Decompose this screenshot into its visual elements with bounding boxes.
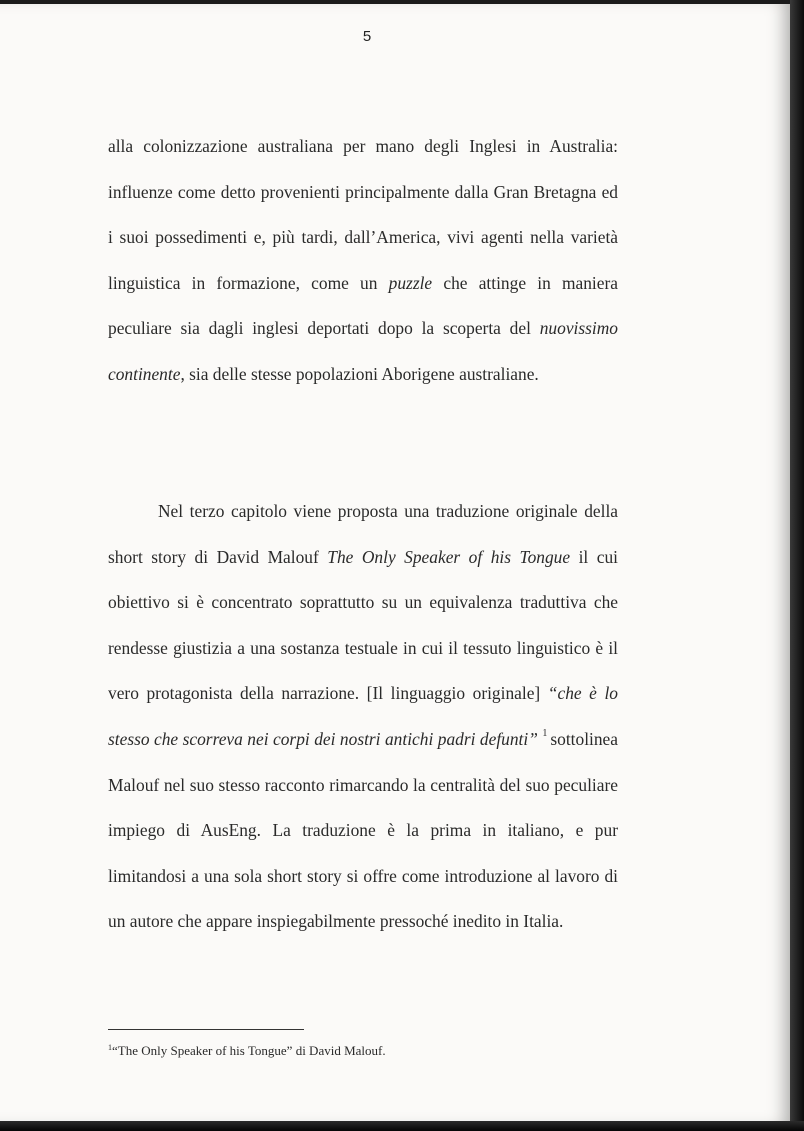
- scan-edge-right: [790, 0, 804, 1131]
- paragraph-1-italic-continent: nuovissimo continente: [108, 318, 618, 384]
- paragraph-2: [108, 489, 618, 945]
- scan-edge-bottom: [0, 1121, 804, 1131]
- paragraph-1-text-b: che attinge in maniera peculiare sia dagli inglesi deportati dopo la scoperta del: [108, 272, 618, 339]
- footnote-text: “The Only Speaker of his Tongue” di David Malouf.: [112, 1043, 386, 1058]
- paragraph-1-text-c: , sia delle stesse popolazioni Aborigene australiane.: [180, 363, 539, 384]
- paragraph-2-text-b: il cui obiettivo si è concentrato soprattutto su un equivalenza traduttiva che rendesse giustizia a una sostanza testuale in cui il tessuto linguistico è il vero protagonista della narrazione. [Il linguaggio originale]: [108, 546, 618, 704]
- document-page: [0, 4, 790, 1122]
- footnote-reference: 1: [542, 727, 548, 739]
- paragraph-2-text-a: Nel terzo capitolo viene proposta una traduzione originale della short story di David Malouf: [108, 501, 618, 567]
- paragraph-1: [108, 124, 618, 398]
- paragraph-1-italic-puzzle: puzzle: [388, 272, 433, 293]
- paragraph-2-italic-title: The Only Speaker of his Tongue: [327, 546, 571, 567]
- footnote: [108, 1043, 628, 1059]
- footnote-separator: [108, 1029, 304, 1030]
- page-number: 5: [362, 28, 372, 45]
- paragraph-2-italic-quote: “che è lo stesso che scorreva nei corpi dei nostri antichi padri defunti”: [108, 683, 618, 749]
- paragraph-1-text-a: alla colonizzazione australiana per mano degli Inglesi in Australia: influenze come detto provenienti principalmente dalla Gran Bretagna ed i suoi possedimenti e, più tardi, dall’America, vivi agenti nella varietà linguistica in formazione, come un: [108, 136, 618, 293]
- footnote-marker: 1: [108, 1043, 112, 1053]
- paragraph-2-text-c: sottolinea Malouf nel suo stesso racconto rimarcando la centralità del suo peculiare impiego di AusEng. La traduzione è la prima in italiano, e pur limitandosi a una sola short story si offre come introduzione al lavoro di un autore che appare inspiegabilmente pressoché inedito in Italia.: [108, 728, 618, 932]
